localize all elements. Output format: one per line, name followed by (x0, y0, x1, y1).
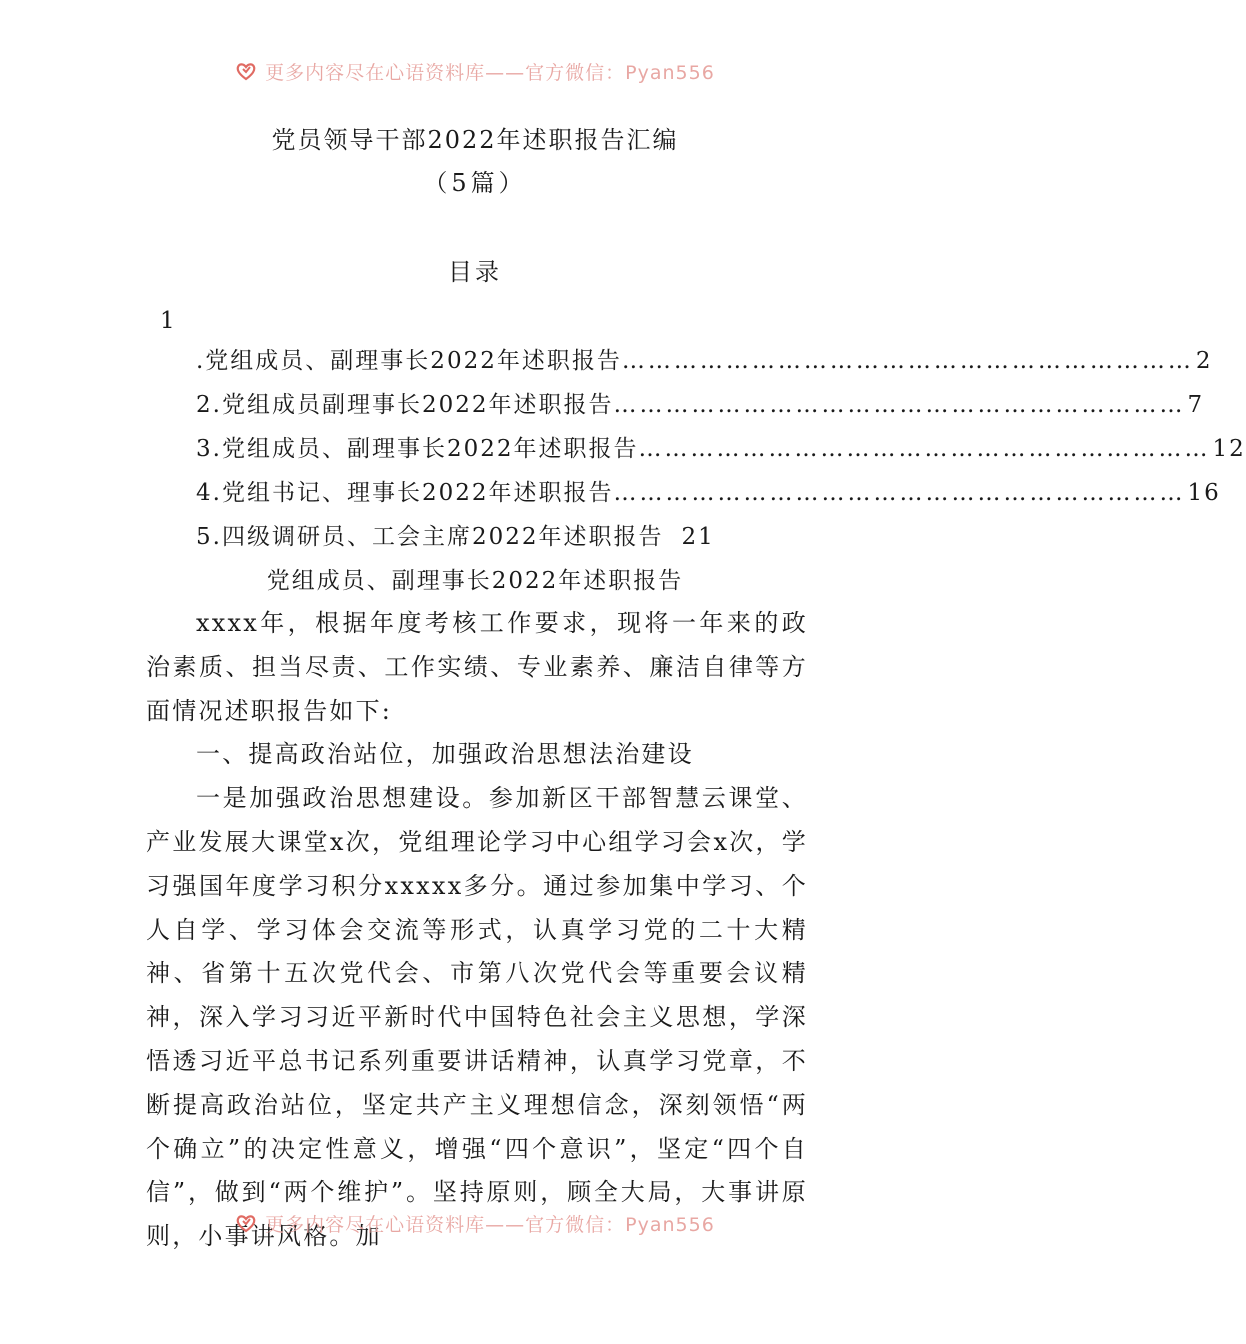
toc-item-label: .党组成员、副理事长2022年述职报告 (196, 348, 622, 374)
toc-item-label: 5.四级调研员、工会主席2022年述职报告 (196, 524, 664, 550)
toc-first-number: 1 (160, 308, 175, 334)
toc-item[interactable] (196, 430, 1246, 474)
toc-heading: 目录 (448, 258, 502, 286)
toc-item-page: 7 (1187, 392, 1205, 418)
section-title: 党组成员、副理事长2022年述职报告 (266, 568, 684, 594)
section-body (146, 602, 808, 1259)
toc-item[interactable] (196, 342, 1213, 386)
toc-item-label: 3.党组成员、副理事长2022年述职报告 (196, 436, 639, 462)
toc-list (196, 342, 1246, 562)
toc-item-page: 21 (681, 524, 715, 550)
toc-item-page: 12 (1212, 436, 1246, 462)
watermark-text: 更多内容尽在心语资料库——官方微信：Pyan556 (265, 1213, 715, 1236)
toc-leader-dots: ………………………………………………………… (613, 480, 1186, 506)
body-paragraph: 一是加强政治思想建设。参加新区干部智慧云课堂、产业发展大课堂x次，党组理论学习中心组学习会x次，学习强国年度学习积分xxxxx多分。通过参加集中学习、个人自学、学习体会交流等形式，认真学习党的二十大精神、省第十五次党代会、市第八次党代会等重要会议精神，深入学习习近平新时代中国特色社会主义思想，学深悟透习近平总书记系列重要讲话精神，认真学习党章，不断提高政治站位，坚定共产主义理想信念，深刻领悟“两个确立”的决定性意义，增强“四个意识”，坚定“四个自信”，做到“两个维护”。坚持原则，顾全大局，大事讲原则，小事讲风格。加 (146, 784, 808, 1251)
watermark-header (0, 54, 950, 88)
toc-item-page: 2 (1195, 348, 1213, 374)
body-heading: 一、提高政治站位，加强政治思想法治建设 (196, 740, 694, 769)
body-paragraph: xxxx年，根据年度考核工作要求，现将一年来的政治素质、担当尽责、工作实绩、专业素养、廉洁自律等方面情况述职报告如下: (146, 609, 808, 725)
toc-leader-dots: ………………………………………………………… (621, 348, 1194, 374)
watermark-footer (0, 1206, 950, 1240)
document-subtitle: （5篇） (423, 169, 527, 197)
toc-item-label: 4.党组书记、理事长2022年述职报告 (196, 480, 614, 506)
toc-item[interactable] (196, 474, 1221, 518)
toc-leader-dots: ………………………………………………………… (613, 392, 1186, 418)
toc-item-label: 2.党组成员副理事长2022年述职报告 (196, 392, 614, 418)
document-title: 党员领导干部2022年述职报告汇编 (271, 126, 679, 154)
heart-logo-icon (235, 60, 257, 82)
toc-item[interactable] (196, 518, 808, 562)
toc-leader-dots: ………………………………………………………… (638, 436, 1211, 462)
heart-logo-icon (235, 1212, 257, 1234)
watermark-text: 更多内容尽在心语资料库——官方微信：Pyan556 (265, 61, 715, 84)
toc-item[interactable] (196, 386, 1205, 430)
toc-item-page: 16 (1187, 480, 1221, 506)
